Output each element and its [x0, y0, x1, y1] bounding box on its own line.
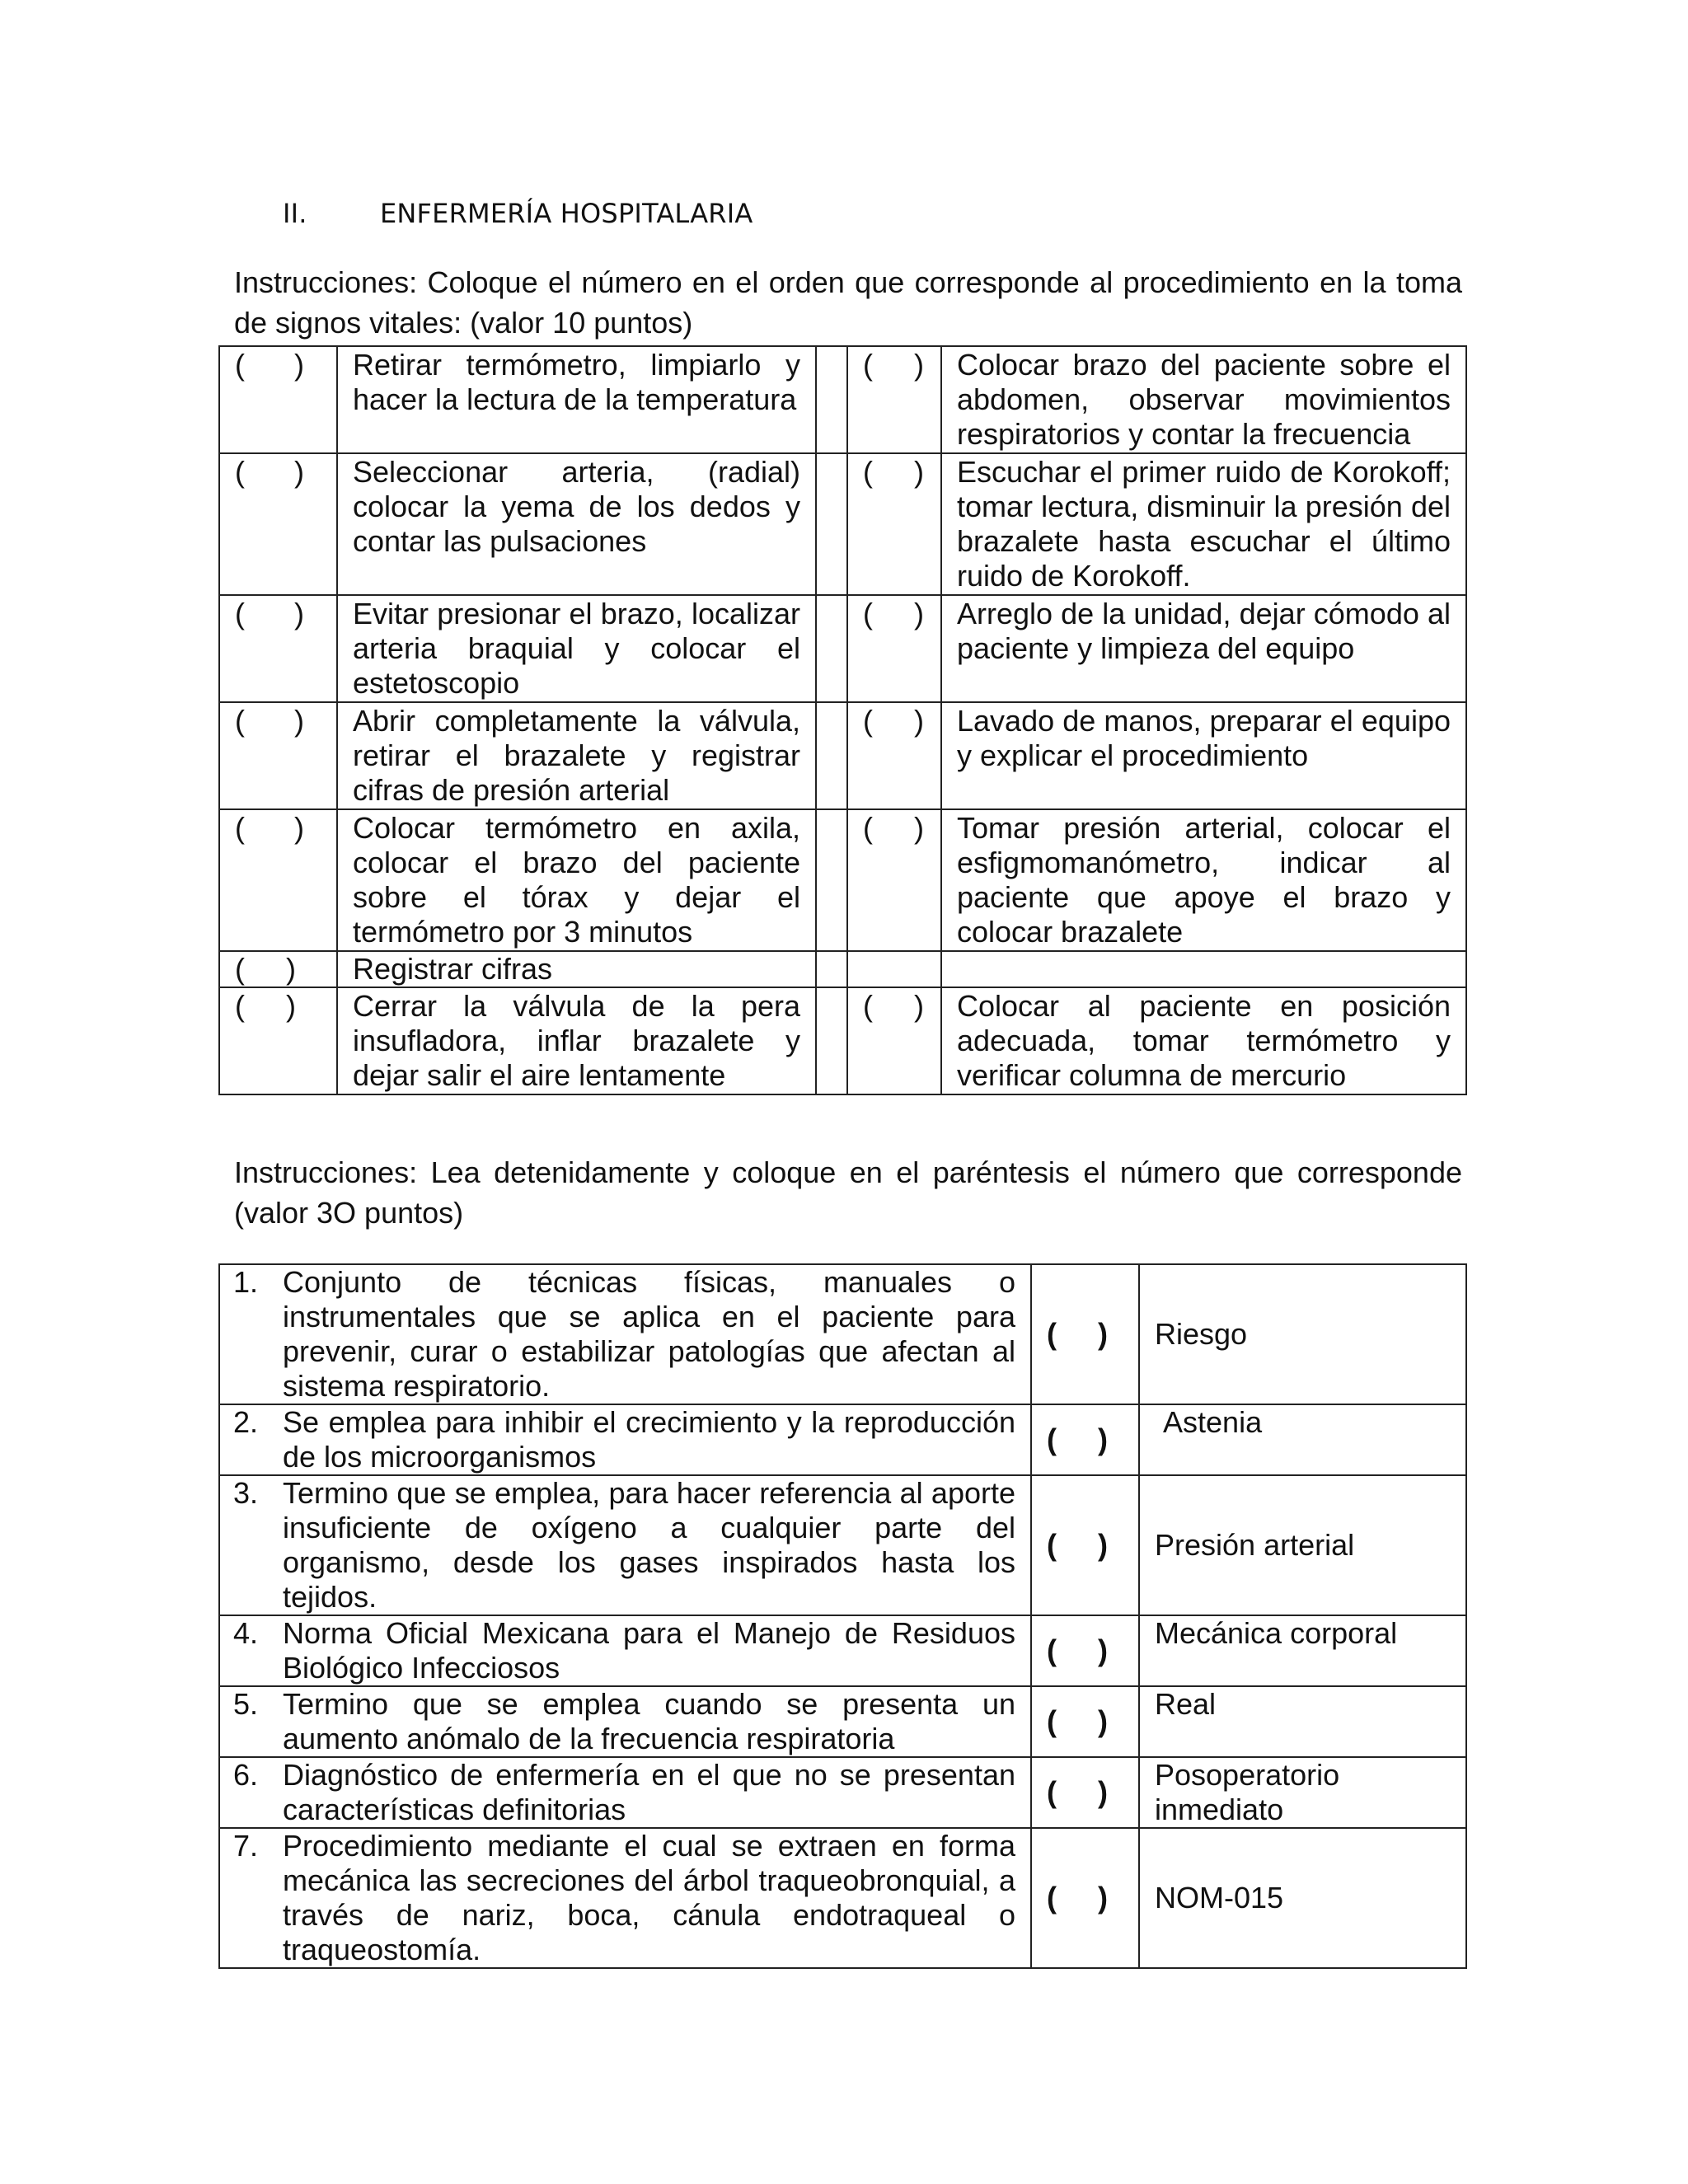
procedure-step-right: Tomar presión arterial, colocar el esfigmomanómetro, indicar al paciente que apoye el brazo y colocar brazalete: [941, 809, 1466, 951]
procedure-step-right: Arreglo de la unidad, dejar cómodo al paciente y limpieza del equipo: [941, 595, 1466, 702]
question-number: 5.: [233, 1687, 259, 1721]
order-blank-left[interactable]: ( ): [219, 987, 337, 1094]
answer-option: Presión arterial: [1139, 1475, 1466, 1615]
section-heading: [283, 198, 753, 229]
table-row: [219, 346, 1466, 453]
order-blank-right: [847, 951, 941, 987]
question-cell: [219, 1757, 1031, 1828]
spacer-cell: [816, 595, 847, 702]
question-cell: [219, 1475, 1031, 1615]
question-text: Se emplea para inhibir el crecimiento y la reproducción de los microorganismos: [283, 1405, 1015, 1474]
procedure-step-right: Colocar al paciente en posición adecuada, tomar termómetro y verificar columna de mercurio: [941, 987, 1466, 1094]
answer-option: NOM-015: [1139, 1828, 1466, 1968]
order-blank-left[interactable]: ( ): [219, 595, 337, 702]
answer-option: Riesgo: [1139, 1264, 1466, 1404]
question-text: Procedimiento mediante el cual se extraen en forma mecánica las secreciones del árbol traqueobronquial, a través de nariz, boca, cánula endotraqueal o traqueostomía.: [283, 1829, 1015, 1966]
answer-blank[interactable]: ( ): [1031, 1757, 1139, 1828]
procedure-step-left: Cerrar la válvula de la pera insufladora, inflar brazalete y dejar salir el aire lentamente: [337, 987, 816, 1094]
spacer-cell: [816, 702, 847, 809]
spacer-cell: [816, 453, 847, 595]
order-blank-right[interactable]: ( ): [847, 987, 941, 1094]
procedure-step-right: [941, 951, 1466, 987]
answer-blank[interactable]: ( ): [1031, 1615, 1139, 1686]
table-row: [219, 1615, 1466, 1686]
order-blank-left[interactable]: ( ): [219, 453, 337, 595]
order-blank-left[interactable]: ( ): [219, 809, 337, 951]
procedure-step-right: Colocar brazo del paciente sobre el abdomen, observar movimientos respiratorios y contar la frecuencia: [941, 346, 1466, 453]
answer-blank[interactable]: ( ): [1031, 1475, 1139, 1615]
question-number: 6.: [233, 1758, 259, 1792]
spacer-cell: [816, 346, 847, 453]
order-blank-right[interactable]: ( ): [847, 809, 941, 951]
question-cell: [219, 1828, 1031, 1968]
question-number: 7.: [233, 1829, 259, 1863]
table-row: [219, 809, 1466, 951]
order-blank-right[interactable]: ( ): [847, 595, 941, 702]
question-text: Termino que se emplea, para hacer referencia al aporte insuficiente de oxígeno a cualquier parte del organismo, desde los gases inspirados hasta los tejidos.: [283, 1476, 1015, 1614]
order-blank-left[interactable]: ( ): [219, 951, 337, 987]
procedure-step-left: Seleccionar arteria, (radial) colocar la yema de los dedos y contar las pulsaciones: [337, 453, 816, 595]
question-cell: [219, 1404, 1031, 1475]
question-text: Conjunto de técnicas físicas, manuales o instrumentales que se aplica en el paciente para prevenir, curar o estabilizar patologías que afectan al sistema respiratorio.: [283, 1265, 1015, 1403]
procedure-step-left: Evitar presionar el brazo, localizar arteria braquial y colocar el estetoscopio: [337, 595, 816, 702]
spacer-cell: [816, 987, 847, 1094]
question-number: 2.: [233, 1405, 259, 1439]
procedure-step-right: Lavado de manos, preparar el equipo y explicar el procedimiento: [941, 702, 1466, 809]
table-row: [219, 951, 1466, 987]
table-row: [219, 595, 1466, 702]
question-number: 4.: [233, 1616, 259, 1650]
question-cell: [219, 1615, 1031, 1686]
table-row: [219, 702, 1466, 809]
table-row: [219, 987, 1466, 1094]
answer-option: Mecánica corporal: [1139, 1615, 1466, 1686]
procedure-step-left: Colocar termómetro en axila, colocar el brazo del paciente sobre el tórax y dejar el termómetro por 3 minutos: [337, 809, 816, 951]
answer-blank[interactable]: ( ): [1031, 1264, 1139, 1404]
answer-option: Astenia: [1139, 1404, 1466, 1475]
question-text: Termino que se emplea cuando se presenta un aumento anómalo de la frecuencia respiratoria: [283, 1687, 1015, 1755]
section-title: ENFERMERÍA HOSPITALARIA: [380, 198, 753, 229]
order-blank-right[interactable]: ( ): [847, 453, 941, 595]
answer-blank[interactable]: ( ): [1031, 1828, 1139, 1968]
answer-blank[interactable]: ( ): [1031, 1686, 1139, 1757]
instructions-vital-signs: Instrucciones: Coloque el número en el orden que corresponde al procedimiento en la toma de signos vitales: (valor 10 puntos): [234, 265, 1462, 340]
answer-option: Real: [1139, 1686, 1466, 1757]
table-row: [219, 1264, 1466, 1404]
question-text: Diagnóstico de enfermería en el que no se presentan características definitorias: [283, 1758, 1015, 1826]
table-row: [219, 1475, 1466, 1615]
section-number: II.: [283, 198, 307, 229]
procedure-step-left: Abrir completamente la válvula, retirar el brazalete y registrar cifras de presión arterial: [337, 702, 816, 809]
answer-blank[interactable]: ( ): [1031, 1404, 1139, 1475]
table-row: [219, 1828, 1466, 1968]
procedure-step-right: Escuchar el primer ruido de Korokoff; tomar lectura, disminuir la presión del brazalete hasta escuchar el último ruido de Korokoff.: [941, 453, 1466, 595]
instructions-matching: Instrucciones: Lea detenidamente y coloque en el paréntesis el número que corresponde (valor 3O puntos): [234, 1155, 1462, 1230]
procedure-step-left: Registrar cifras: [337, 951, 816, 987]
question-text: Norma Oficial Mexicana para el Manejo de Residuos Biológico Infecciosos: [283, 1616, 1015, 1685]
vital-signs-order-table: [218, 345, 1467, 1095]
table-row: [219, 1686, 1466, 1757]
table-row: [219, 1757, 1466, 1828]
question-number: 3.: [233, 1476, 259, 1510]
question-cell: [219, 1686, 1031, 1757]
table-row: [219, 453, 1466, 595]
question-number: 1.: [233, 1265, 259, 1299]
answer-option: Posoperatorio inmediato: [1139, 1757, 1466, 1828]
order-blank-right[interactable]: ( ): [847, 702, 941, 809]
procedure-step-left: Retirar termómetro, limpiarlo y hacer la lectura de la temperatura: [337, 346, 816, 453]
question-cell: [219, 1264, 1031, 1404]
matching-table: [218, 1263, 1467, 1969]
table-row: [219, 1404, 1466, 1475]
spacer-cell: [816, 951, 847, 987]
order-blank-right[interactable]: ( ): [847, 346, 941, 453]
order-blank-left[interactable]: ( ): [219, 702, 337, 809]
order-blank-left[interactable]: ( ): [219, 346, 337, 453]
spacer-cell: [816, 809, 847, 951]
